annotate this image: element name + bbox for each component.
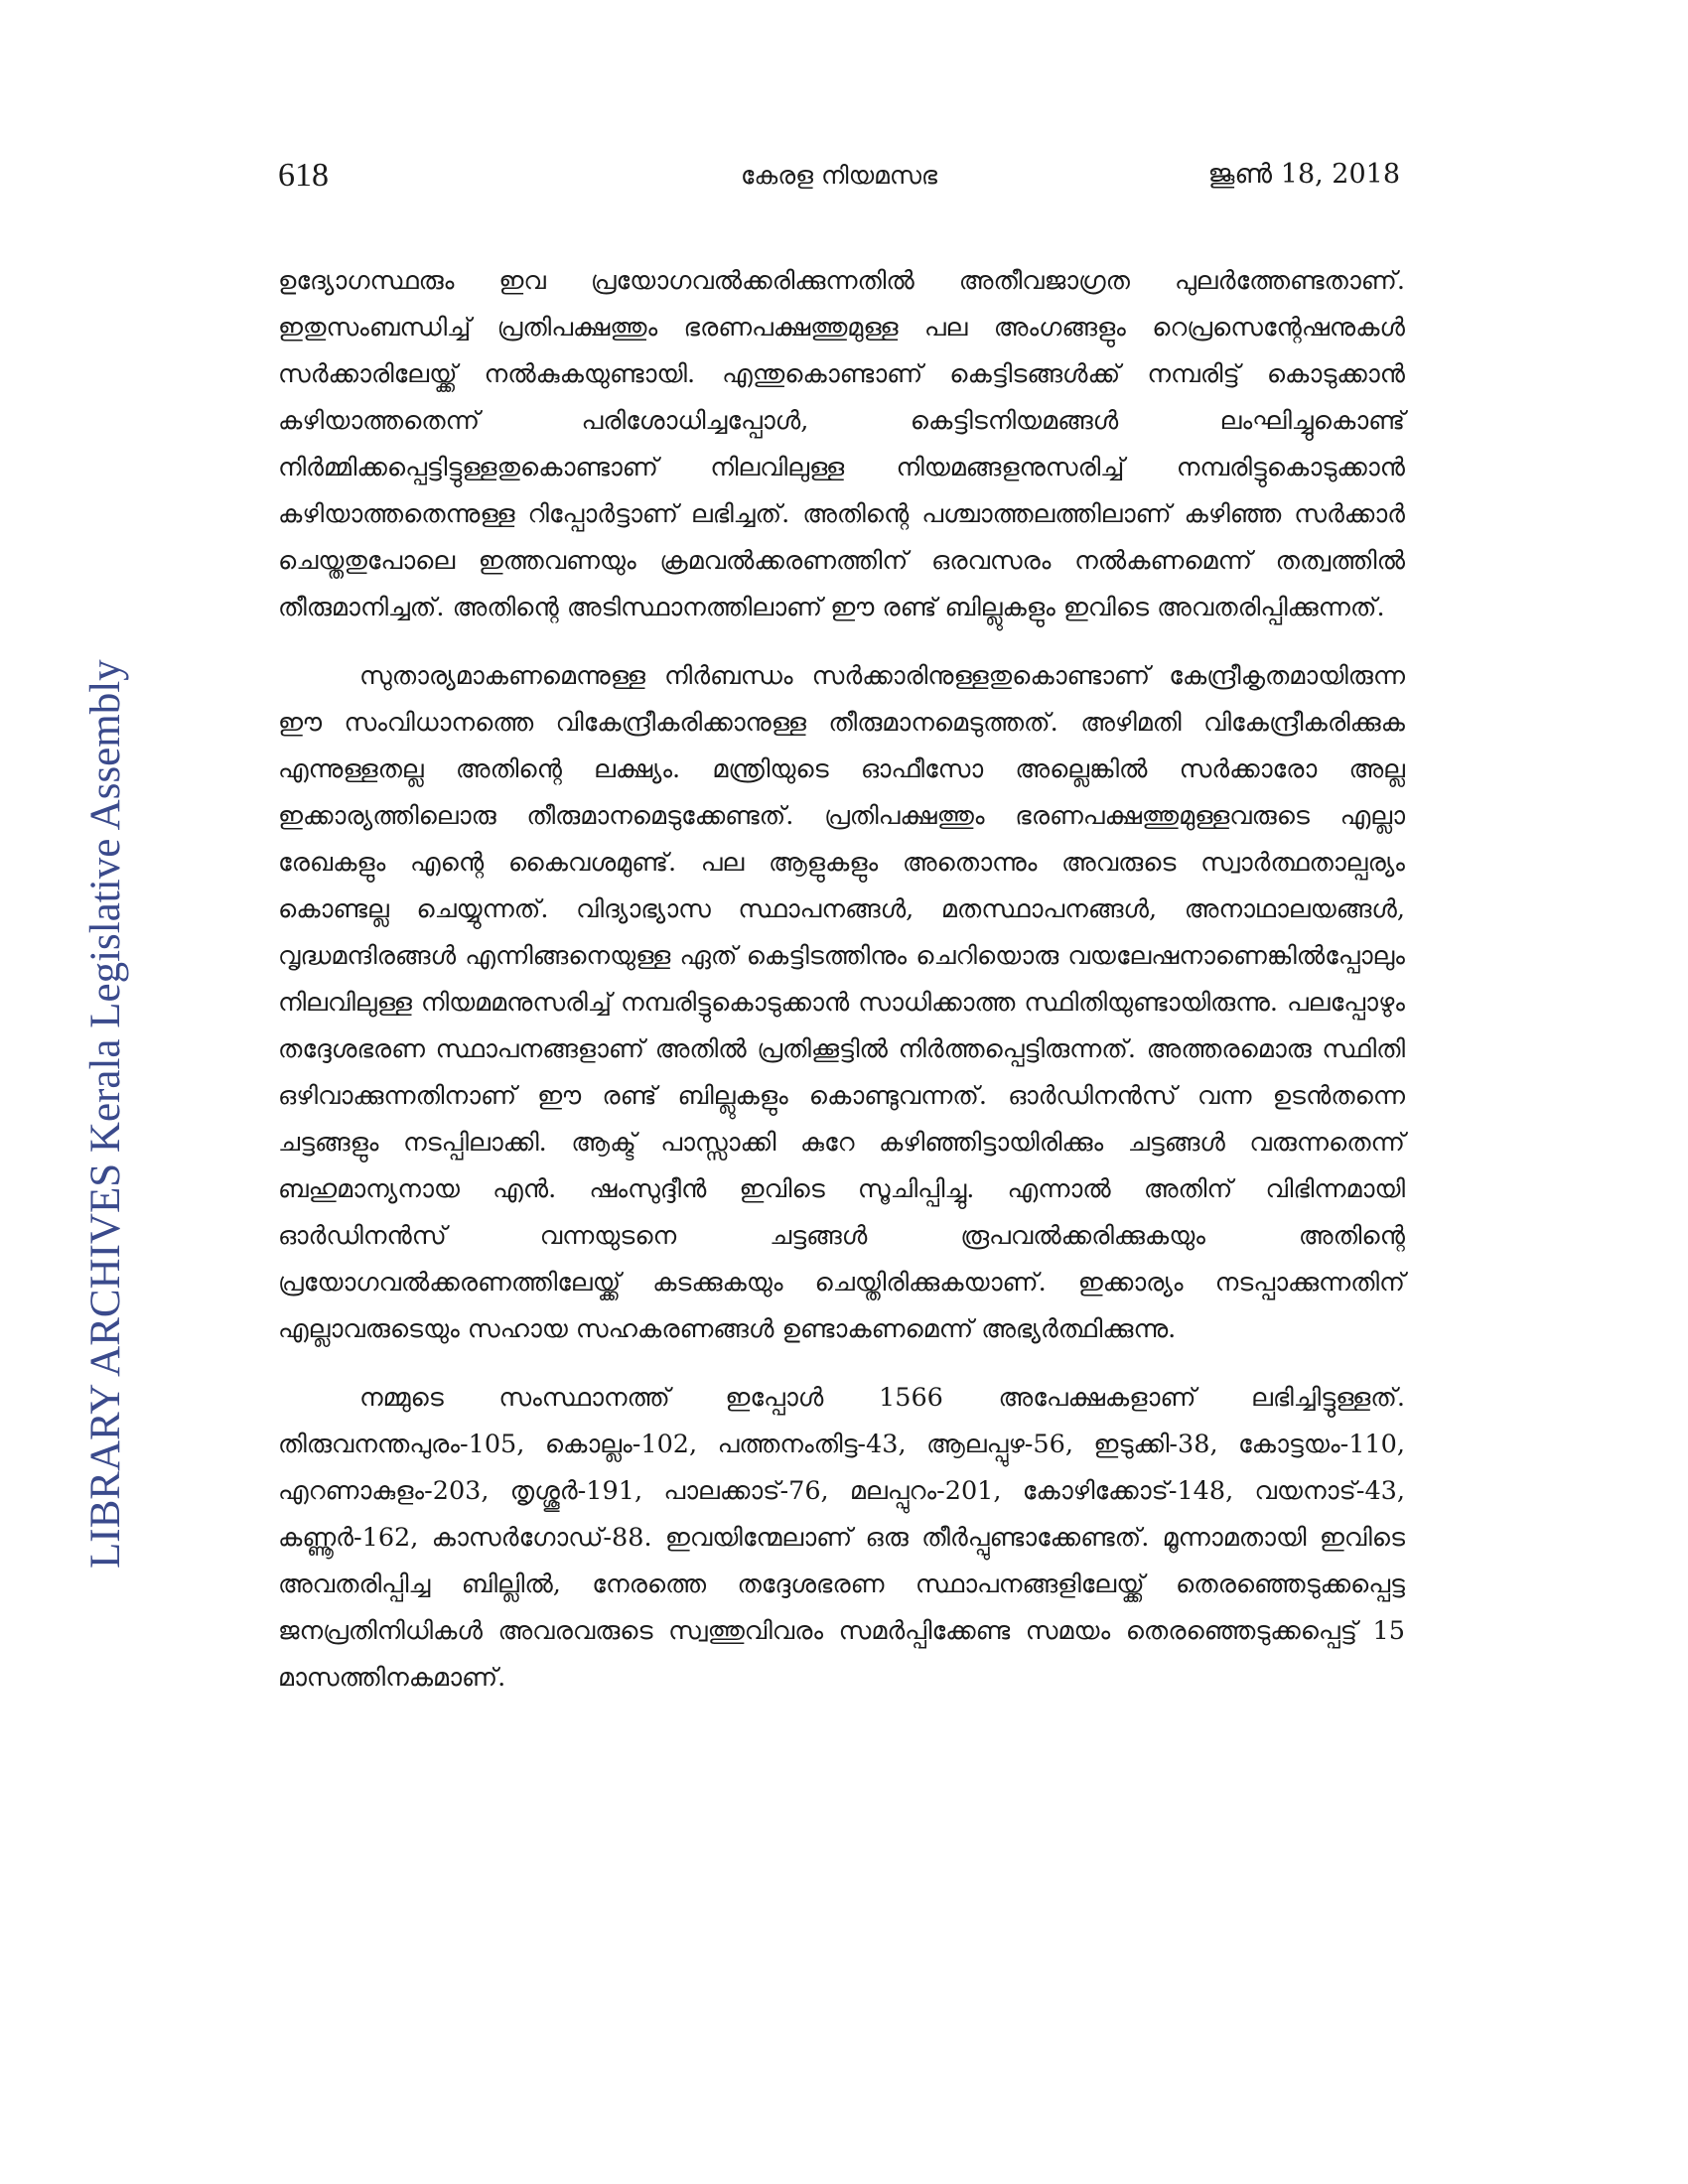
page-header	[278, 151, 1400, 201]
page-number: 618	[278, 157, 329, 194]
header-date: ജൂൺ 18, 2018	[1207, 159, 1400, 190]
document-body	[278, 258, 1405, 1723]
paragraph: നമ്മുടെ സംസ്ഥാനത്ത് ഇപ്പോൾ 1566 അപേക്ഷകളാണ് ലഭിച്ചിട്ടുള്ളത്. തിരുവനന്തപുരം-105, കൊല്ലം-102, പത്തനംതിട്ട-43, ആലപ്പുഴ-56, ഇടുക്കി-38, കോട്ടയം-110, എറണാകുളം-203, തൃശ്ശൂർ-191, പാലക്കാട്-76, മലപ്പുറം-201, കോഴിക്കോട്-148, വയനാട്-43, കണ്ണൂർ-162, കാസർഗോഡ്-88. ഇവയിന്മേലാണ് ഒരു തീർപ്പുണ്ടാക്കേണ്ടത്. മൂന്നാമതായി ഇവിടെ അവതരിപ്പിച്ച ബില്ലിൽ, നേരത്തെ തദ്ദേശഭരണ സ്ഥാപനങ്ങളിലേയ്ക്ക് തെരഞ്ഞെടുക്കപ്പെട്ട ജനപ്രതിനിധികൾ അവരവരുടെ സ്വത്തുവിവരം സമർപ്പിക്കേണ്ട സമയം തെരഞ്ഞെടുക്കപ്പെട്ട് 15 മാസത്തിനകമാണ്.	[278, 1383, 1405, 1693]
archive-watermark: LIBRARY ARCHIVES Kerala Legislative Assembly	[82, 659, 129, 1569]
paragraph: സുതാര്യമാകണമെന്നുള്ള നിർബന്ധം സർക്കാരിനുള്ളതുകൊണ്ടാണ് കേന്ദ്രീകൃതമായിരുന്ന ഈ സംവിധാനത്തെ വികേന്ദ്രീകരിക്കാനുള്ള തീരുമാനമെടുത്തത്. അഴിമതി വികേന്ദ്രീകരിക്കുക എന്നുള്ളതല്ല അതിന്റെ ലക്ഷ്യം. മന്ത്രിയുടെ ഓഫീസോ അല്ലെങ്കിൽ സർക്കാരോ അല്ല ഇക്കാര്യത്തിലൊരു തീരുമാനമെടുക്കേണ്ടത്. പ്രതിപക്ഷത്തും ഭരണപക്ഷത്തുമുള്ളവരുടെ എല്ലാ രേഖകളും എന്റെ കൈവശമുണ്ട്. പല ആളുകളും അതൊന്നും അവരുടെ സ്വാർത്ഥതാല്പര്യം കൊണ്ടല്ല ചെയ്യുന്നത്. വിദ്യാഭ്യാസ സ്ഥാപനങ്ങൾ, മതസ്ഥാപനങ്ങൾ, അനാഥാലയങ്ങൾ, വൃദ്ധമന്ദിരങ്ങൾ എന്നിങ്ങനെയുള്ള ഏത് കെട്ടിടത്തിനും ചെറിയൊരു വയലേഷനാണെങ്കിൽപ്പോലും നിലവിലുള്ള നിയമമനുസരിച്ച് നമ്പരിട്ടുകൊടുക്കാൻ സാധിക്കാത്ത സ്ഥിതിയുണ്ടായിരുന്നു. പലപ്പോഴും തദ്ദേശഭരണ സ്ഥാപനങ്ങളാണ് അതിൽ പ്രതിക്കൂട്ടിൽ നിർത്തപ്പെട്ടിരുന്നത്. അത്തരമൊരു സ്ഥിതി ഒഴിവാക്കുന്നതിനാണ് ഈ രണ്ട് ബില്ലുകളും കൊണ്ടുവന്നത്. ഓർഡിനൻസ് വന്ന ഉടൻതന്നെ ചട്ടങ്ങളും നടപ്പിലാക്കി. ആക്ട് പാസ്സാക്കി കുറേ കഴിഞ്ഞിട്ടായിരിക്കും ചട്ടങ്ങൾ വരുന്നതെന്ന് ബഹുമാന്യനായ എൻ. ഷംസുദ്ദീൻ ഇവിടെ സൂചിപ്പിച്ചു. എന്നാൽ അതിന് വിഭിന്നമായി ഓർഡിനൻസ് വന്നയുടനെ ചട്ടങ്ങൾ രൂപവൽക്കരിക്കുകയും അതിന്റെ പ്രയോഗവൽക്കരണത്തിലേയ്ക്ക് കടക്കുകയും ചെയ്തിരിക്കുകയാണ്. ഇക്കാര്യം നടപ്പാക്കുന്നതിന് എല്ലാവരുടെയും സഹായ സഹകരണങ്ങൾ ഉണ്ടാകണമെന്ന് അഭ്യർത്ഥിക്കുന്നു.	[278, 661, 1405, 1344]
running-title: കേരള നിയമസഭ	[741, 161, 937, 190]
paragraph: ഉദ്യോഗസ്ഥരും ഇവ പ്രയോഗവൽക്കരിക്കുന്നതിൽ അതീവജാഗ്രത പുലർത്തേണ്ടതാണ്. ഇതുസംബന്ധിച്ച് പ്രതിപക്ഷത്തും ഭരണപക്ഷത്തുമുള്ള പല അംഗങ്ങളും റെപ്രസെന്റേഷനുകൾ സർക്കാരിലേയ്ക്ക് നൽകുകയുണ്ടായി. എന്തുകൊണ്ടാണ് കെട്ടിടങ്ങൾക്ക് നമ്പരിട്ട് കൊടുക്കാൻ കഴിയാത്തതെന്ന് പരിശോധിച്ചപ്പോൾ, കെട്ടിടനിയമങ്ങൾ ലംഘിച്ചുകൊണ്ട് നിർമ്മിക്കപ്പെട്ടിട്ടുള്ളതുകൊണ്ടാണ് നിലവിലുള്ള നിയമങ്ങളനുസരിച്ച് നമ്പരിട്ടുകൊടുക്കാൻ കഴിയാത്തതെന്നുള്ള റിപ്പോർട്ടാണ് ലഭിച്ചത്. അതിന്റെ പശ്ചാത്തലത്തിലാണ് കഴിഞ്ഞ സർക്കാർ ചെയ്തതുപോലെ ഇത്തവണയും ക്രമവൽക്കരണത്തിന് ഒരവസരം നൽകണമെന്ന് തത്വത്തിൽ തീരുമാനിച്ചത്. അതിന്റെ അടിസ്ഥാനത്തിലാണ് ഈ രണ്ട് ബില്ലുകളും ഇവിടെ അവതരിപ്പിക്കുന്നത്.	[278, 266, 1405, 622]
